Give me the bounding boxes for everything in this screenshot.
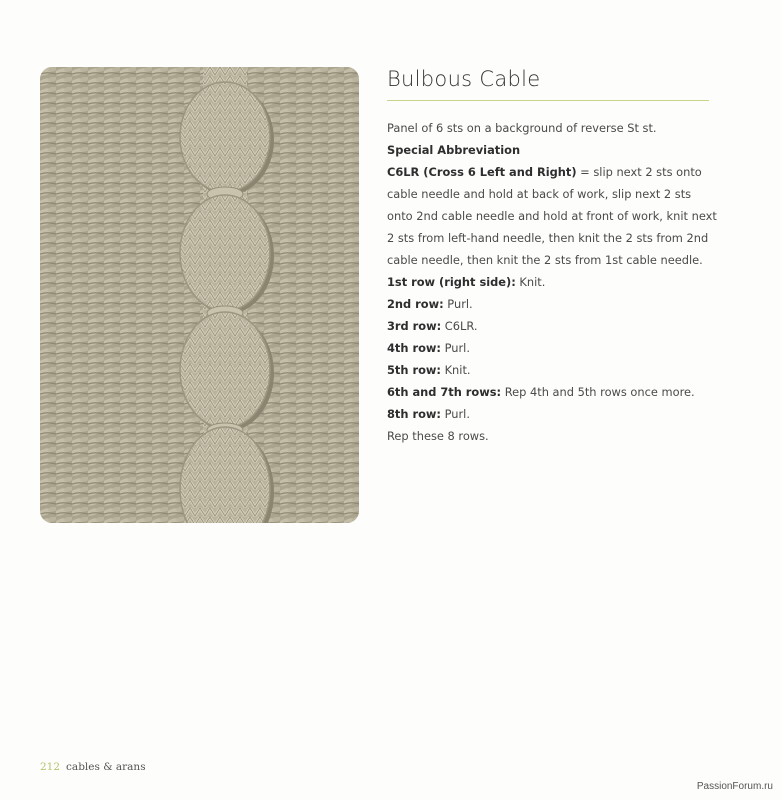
- pattern-title: Bulbous Cable: [387, 67, 541, 91]
- row-instruction: 6th and 7th rows: Rep 4th and 5th rows once more.: [387, 385, 695, 399]
- abbreviation-term: C6LR (Cross 6 Left and Right): [387, 165, 577, 179]
- cable-bulb: [180, 82, 270, 192]
- row-instruction: 5th row: Knit.: [387, 363, 471, 377]
- row-instruction: 8th row: Purl.: [387, 407, 470, 421]
- abbreviation-line-5: cable needle, then knit the 2 sts from 1st cable needle.: [387, 253, 703, 267]
- abbreviation-line-1: C6LR (Cross 6 Left and Right) = slip next 2 sts onto: [387, 165, 702, 179]
- watermark: PassionForum.ru: [696, 781, 773, 792]
- cable-bulb: [180, 312, 270, 428]
- abbreviation-line-4: 2 sts from left-hand needle, then knit the 2 sts from 2nd: [387, 231, 709, 245]
- page-footer: [40, 761, 146, 773]
- row-instruction: 2nd row: Purl.: [387, 297, 473, 311]
- repeat-note: Rep these 8 rows.: [387, 429, 489, 443]
- row-instruction: 3rd row: C6LR.: [387, 319, 478, 333]
- abbreviation-line-3: onto 2nd cable needle and hold at front of work, knit next: [387, 209, 717, 223]
- cable-bulb: [180, 195, 270, 311]
- title-underline: [387, 100, 709, 101]
- page-number: 212: [40, 761, 61, 773]
- cable-bulbs: [180, 67, 274, 523]
- pattern-instructions: [387, 117, 727, 447]
- knitted-cable-swatch-photo: [40, 67, 359, 523]
- abbreviation-line-2: cable needle and hold at back of work, slip next 2 sts: [387, 187, 692, 201]
- row-instruction: 1st row (right side): Knit.: [387, 275, 546, 289]
- section-name: cables & arans: [66, 761, 146, 773]
- row-instruction: 4th row: Purl.: [387, 341, 470, 355]
- special-abbreviation-heading: Special Abbreviation: [387, 143, 521, 157]
- intro-text: Panel of 6 sts on a background of reverse St st.: [387, 121, 657, 135]
